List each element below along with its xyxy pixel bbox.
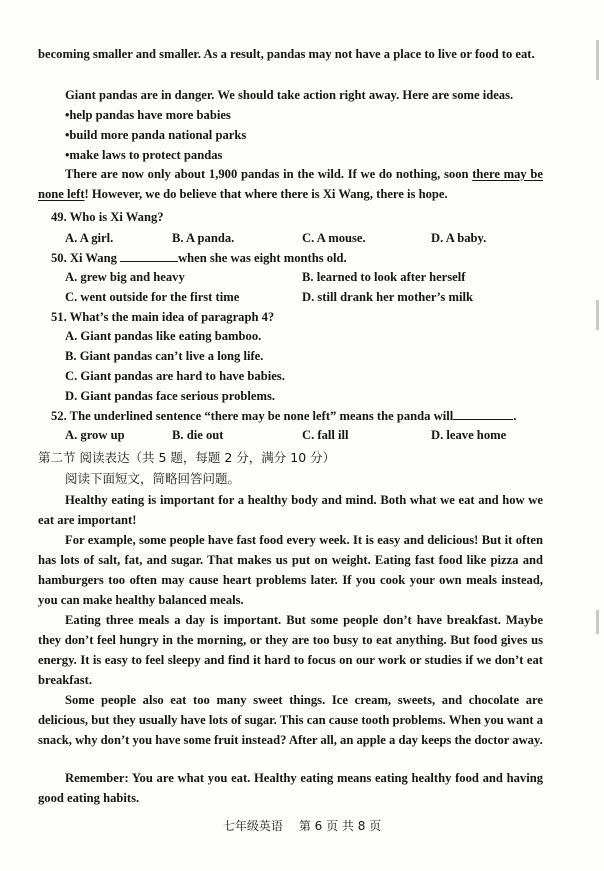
passage1-line-c: There are now only about 1,900 pandas in the wild. If we do nothing, soon there may be none left! However, we do believe that where there is Xi Wang, there is hope. (38, 167, 543, 201)
question-52-option-b: B. die out (172, 428, 224, 442)
question-52-option-c: C. fall ill (302, 428, 349, 442)
passage2-paragraph: For example, some people have fast food every week. It is easy and delicious! But it often has lots of salt, fat, and sugar. That makes us put on weight. Eating fast food like pizza and hamburgers too often may cause heart problems later. If you cook your own meals instead, you can make healthy balanced meals. (38, 533, 543, 607)
question-49-stem: 49. Who is Xi Wang? (51, 210, 164, 224)
footer-subject: 七年级英语 (222, 819, 283, 833)
footer-page-number: 第 6 页 共 8 页 (298, 819, 382, 833)
underlined-sentence: there may be none left (38, 167, 543, 201)
question-52-stem: 52. The underlined sentence “there may be none left” means the panda will . (51, 405, 516, 426)
bullet-item: •build more panda national parks (65, 128, 247, 142)
scan-edge-mark (596, 610, 599, 634)
passage1-line-b: Giant pandas are in danger. We should take action right away. Here are some ideas. (65, 88, 514, 102)
question-52-option-d: D. leave home (431, 428, 507, 442)
question-51-option-a: A. Giant pandas like eating bamboo. (65, 329, 262, 343)
passage2-paragraph: Remember: You are what you eat. Healthy eating means eating healthy food and having good eating habits. (38, 771, 543, 805)
question-50-option-b: B. learned to look after herself (302, 270, 466, 284)
question-49-option-b: B. A panda. (172, 231, 235, 245)
question-49-option-c: C. A mouse. (302, 231, 366, 245)
question-52-option-a: A. grow up (65, 428, 125, 442)
answer-blank (453, 405, 513, 420)
passage1-line-a: becoming smaller and smaller. As a result, pandas may not have a place to live or food to eat. (38, 47, 535, 61)
question-50-stem: 50. Xi Wang when she was eight months old. (51, 247, 347, 268)
bullet-item: •make laws to protect pandas (65, 148, 223, 162)
section-instruction: 阅读下面短文，简略回答问题。 (65, 471, 241, 486)
question-51-option-c: C. Giant pandas are hard to have babies. (65, 369, 285, 383)
passage2-paragraph: Eating three meals a day is important. But some people don’t have breakfast. Maybe they don’t feel hungry in the morning, or they are too busy to eat anything. But food gives us energy. It is easy to feel sleepy and find it hard to focus on our work or studies if we don’t eat breakfast. (38, 613, 543, 687)
section-heading: 第二节 阅读表达（共 5 题，每题 2 分，满分 10 分） (38, 450, 336, 465)
question-49-option-a: A. A girl. (65, 231, 114, 245)
question-49-option-d: D. A baby. (431, 231, 487, 245)
question-50-option-c: C. went outside for the first time (65, 290, 240, 304)
passage2-paragraph: Some people also eat too many sweet things. Ice cream, sweets, and chocolate are delicious, but they usually have lots of sugar. This can cause tooth problems. When you want a snack, why don’t you have some fruit instead? After all, an apple a day keeps the doctor away. (38, 693, 543, 747)
answer-blank (120, 247, 178, 262)
passage2-paragraph: Healthy eating is important for a healthy body and mind. Both what we eat and how we eat are important! (38, 493, 543, 527)
question-51-option-d: D. Giant pandas face serious problems. (65, 389, 276, 403)
question-50-option-a: A. grew big and heavy (65, 270, 185, 284)
question-50-option-d: D. still drank her mother’s milk (302, 290, 473, 304)
scan-edge-mark (596, 40, 599, 80)
page-footer (0, 816, 604, 836)
question-51-option-b: B. Giant pandas can’t live a long life. (65, 349, 264, 363)
scan-edge-mark (596, 300, 599, 330)
question-51-stem: 51. What’s the main idea of paragraph 4? (51, 310, 275, 324)
bullet-item: •help pandas have more babies (65, 108, 231, 122)
